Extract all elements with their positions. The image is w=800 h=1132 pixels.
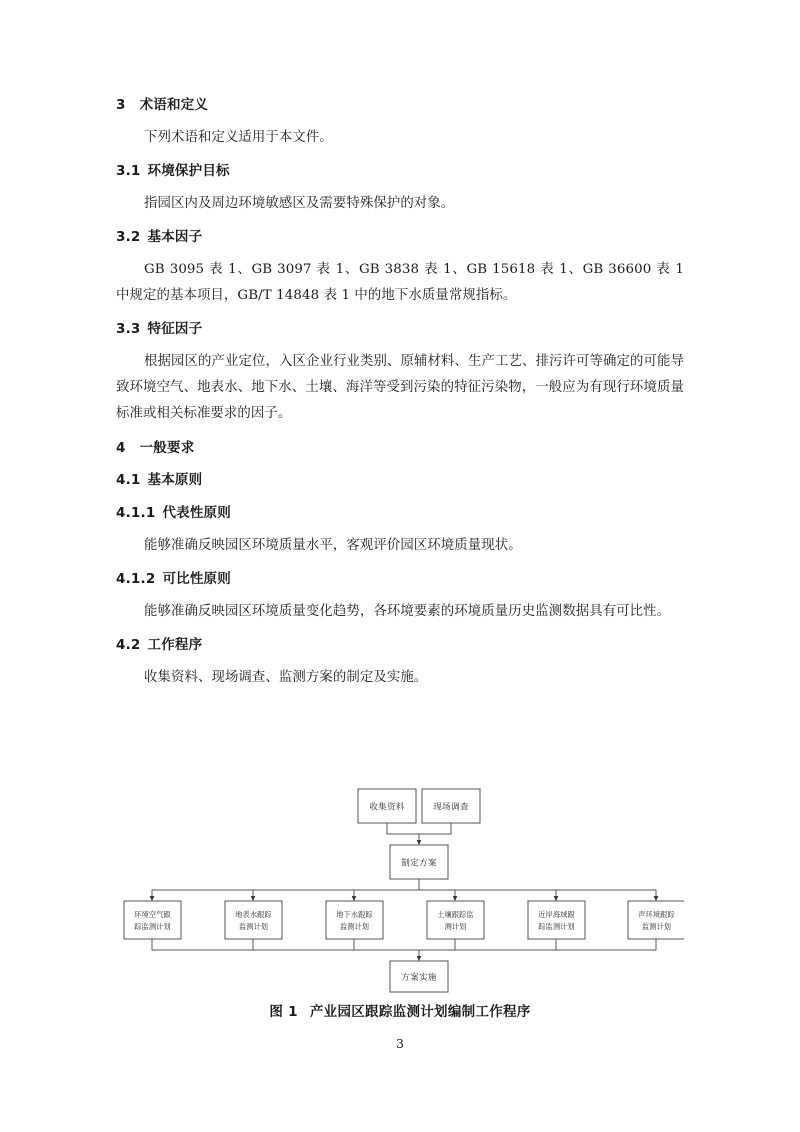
- paragraph-3-3: 根据园区的产业定位，入区企业行业类别、原辅材料、生产工艺、排污许可等确定的可能导致环境空气、地表水、地下水、土壤、海洋等受到污染的特征污染物，一般应为有现行环境质量标准或相关标准要求的因子。: [116, 354, 684, 422]
- heading-3-title: 术语和定义: [139, 97, 209, 113]
- heading-3-1-title: 环境保护目标: [147, 163, 230, 180]
- heading-4-1-2-title: 可比性原则: [162, 571, 231, 588]
- heading-4-number: 4: [116, 439, 126, 456]
- node-plan-1: [124, 901, 181, 939]
- node-collect-data-label: 收集资料: [369, 802, 405, 813]
- node-implement-label: 方案实施: [401, 973, 437, 983]
- figure-caption: [116, 1000, 684, 1020]
- node-plan-1-label-line1: 环境空气跟: [134, 910, 171, 919]
- heading-4-1-1-number: 4.1.1: [116, 505, 156, 522]
- page-content: [116, 96, 684, 702]
- heading-4-1: [116, 471, 684, 490]
- heading-3-3-title: 特征因子: [147, 321, 203, 338]
- node-plan-3-box: [326, 901, 383, 939]
- heading-3-3: [116, 320, 684, 339]
- paragraph-4-1-2: 能够准确反映园区环境质量变化趋势，各环境要素的环境质量历史监测数据具有可比性。: [144, 604, 671, 620]
- heading-3-2-title: 基本因子: [147, 229, 203, 246]
- flowchart-svg: [116, 782, 684, 994]
- connector-distribution-bus: [152, 879, 656, 890]
- heading-4-1-1: [116, 504, 684, 523]
- connector-collection-bus: [152, 939, 656, 950]
- heading-4-title: 一般要求: [139, 439, 195, 456]
- node-plan-5-label-line1: 近岸海域跟: [538, 910, 575, 919]
- node-plan-2-box: [225, 901, 282, 939]
- node-make-plan-label: 制定方案: [401, 858, 437, 869]
- node-plan-1-box: [124, 901, 181, 939]
- node-collect-data: [358, 789, 416, 823]
- node-plan-4-box: [427, 901, 484, 939]
- node-plan-5-label-line2: 踪监测计划: [538, 922, 575, 931]
- heading-3-2-number: 3.2: [116, 229, 141, 246]
- node-plan-4-label-line1: 土壤跟踪监: [437, 910, 474, 919]
- paragraph-3-intro: 下列术语和定义适用于本文件。: [144, 129, 333, 145]
- node-implement: [390, 961, 448, 992]
- node-plan-2: [225, 901, 282, 939]
- heading-4-1-1-title: 代表性原则: [162, 505, 231, 522]
- heading-3-number: 3: [116, 97, 126, 113]
- figure-caption-number: 图 1: [269, 1004, 298, 1020]
- node-plan-4-label-line2: 测计划: [444, 922, 467, 931]
- node-plan-3-label-line1: 地下水跟踪: [336, 910, 373, 919]
- node-make-plan: [390, 845, 448, 879]
- heading-4-2: [116, 636, 684, 655]
- node-site-survey: [422, 789, 480, 823]
- figure-1: [116, 782, 684, 1030]
- node-plan-4: [427, 901, 484, 939]
- node-plan-6: [628, 901, 684, 939]
- heading-3-2: [116, 228, 684, 247]
- heading-3-1-number: 3.1: [116, 163, 141, 180]
- paragraph-4-1-1: 能够准确反映园区环境质量水平，客观评价园区环境质量现状。: [144, 538, 522, 554]
- paragraph-4-2: 收集资料、现场调查、监测方案的制定及实施。: [144, 670, 428, 686]
- heading-3-1: [116, 162, 684, 181]
- heading-4-2-title: 工作程序: [147, 637, 203, 654]
- node-plan-1-label-line2: 踪监测计划: [134, 922, 171, 931]
- connector-row1-merge: [387, 823, 451, 834]
- heading-4-1-2: [116, 570, 684, 589]
- node-plan-6-box: [628, 901, 684, 939]
- heading-4-1-number: 4.1: [116, 472, 141, 489]
- heading-4: [116, 439, 684, 458]
- heading-3-3-number: 3.3: [116, 321, 141, 338]
- paragraph-3-1: 指园区内及周边环境敏感区及需要特殊保护的对象。: [144, 195, 455, 211]
- paragraph-3-2: GB 3095 表 1、GB 3097 表 1、GB 3838 表 1、GB 15618 表 1、GB 36600 表 1 中规定的基本项目，GB/T 14848 表 1 中的地下水质量常规指标。: [116, 261, 684, 304]
- node-plan-2-label-line2: 监测计划: [238, 922, 269, 931]
- node-plan-6-label-line2: 监测计划: [641, 922, 672, 931]
- node-plan-5-box: [528, 901, 585, 939]
- figure-caption-text: 产业园区跟踪监测计划编制工作程序: [309, 1004, 531, 1020]
- heading-4-1-2-number: 4.1.2: [116, 571, 156, 588]
- heading-4-2-number: 4.2: [116, 637, 141, 654]
- node-site-survey-label: 现场调查: [433, 802, 469, 813]
- node-plan-2-label-line1: 地表水跟踪: [235, 910, 272, 919]
- node-plan-5: [528, 901, 585, 939]
- heading-4-1-title: 基本原则: [147, 472, 203, 489]
- node-plan-3: [326, 901, 383, 939]
- node-plan-6-label-line1: 声环境跟踪: [638, 910, 675, 919]
- page-number: 3: [396, 1036, 404, 1051]
- heading-3: [116, 96, 684, 115]
- node-plan-3-label-line2: 监测计划: [339, 922, 370, 931]
